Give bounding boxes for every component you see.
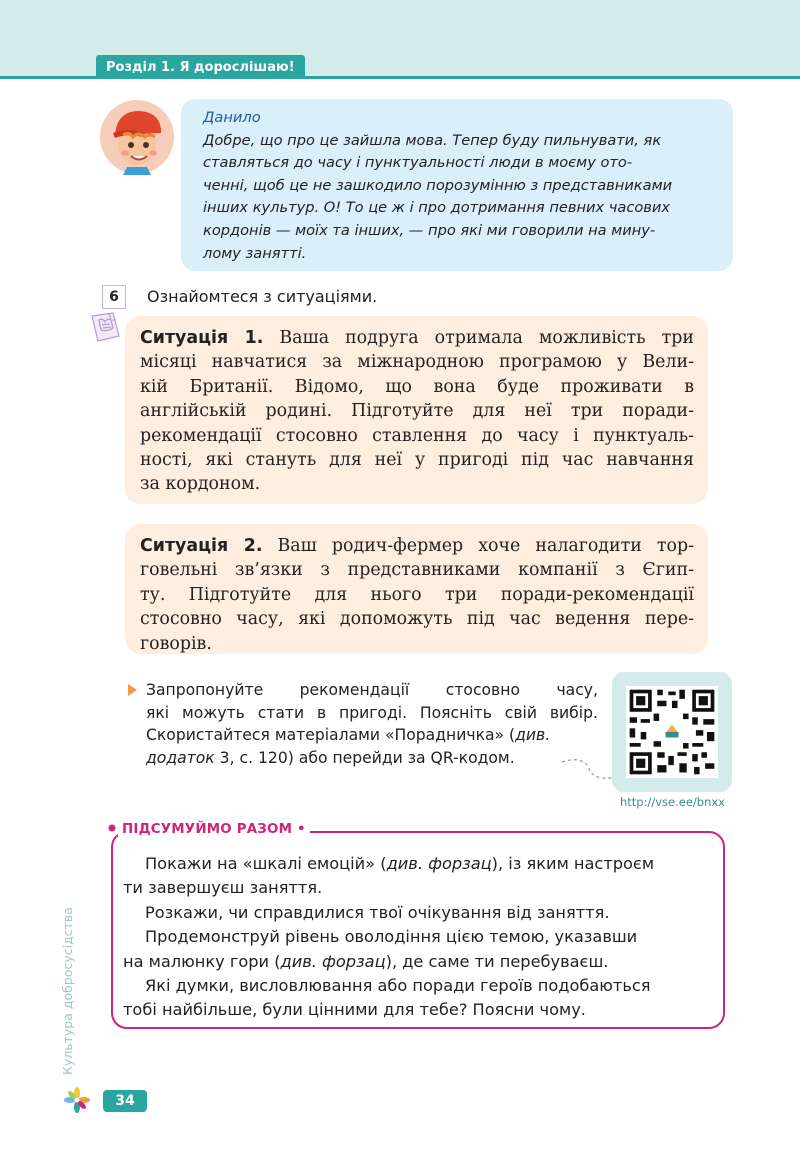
- situation-card-1: [125, 316, 708, 504]
- situation-line: рекомендації стосовно ставлення до часу і пунктуаль-: [140, 425, 694, 446]
- task-instruction: Ознайомтеся з ситуаціями.: [147, 287, 378, 306]
- summary-line: ти завершуєш заняття.: [123, 878, 323, 898]
- situation-label: Ситуація 1.: [140, 328, 264, 348]
- bullet-italic: додаток: [146, 748, 215, 767]
- summary-italic: див. форзац: [386, 854, 492, 873]
- summary-text: [123, 852, 713, 1023]
- summary-title-text: ПІДСУМУЙМО РАЗОМ: [122, 822, 293, 837]
- situation-line: стосовно часу, які допоможуть під час ведення пере-: [140, 609, 694, 630]
- summary-title: [118, 822, 310, 837]
- summary-line: Які думки, висловлювання або поради героїв подобаються: [145, 976, 651, 996]
- bullet-paragraph: [128, 679, 598, 769]
- boy-avatar-icon: [99, 99, 175, 175]
- situation-label: Ситуація 2.: [140, 536, 263, 556]
- speech-line: ставляться до часу і пунктуальності люди в моєму ото-: [203, 154, 633, 172]
- situation-line: місяці навчатися за міжнародною програмою у Вели-: [140, 352, 694, 373]
- situation-line: англійській родині. Підготуйте для неї три поради-: [140, 401, 694, 422]
- title-dot-icon: •: [292, 822, 306, 837]
- qr-url-link[interactable]: http://vse.ee/bnxx: [620, 795, 725, 809]
- speaker-name: Данило: [203, 109, 261, 126]
- situation-line: кій Британії. Відомо, що вона буде проживати в: [140, 376, 694, 397]
- situation-card-2: [125, 524, 708, 654]
- situation-line: ту. Підготуйте для нього три поради-рекомендації: [140, 584, 694, 605]
- speech-line: інших культур. О! То це ж і про дотримання певних часових: [203, 199, 671, 217]
- group-work-icon: [89, 312, 127, 348]
- page-number: 34: [103, 1090, 147, 1112]
- bullet-line: Запропонуйте рекомендації стосовно часу,: [146, 681, 598, 699]
- speech-bubble: [181, 99, 733, 271]
- dashed-arrow-icon: [560, 756, 620, 786]
- speech-line: лому занятті.: [203, 244, 307, 262]
- section-tab: Розділ 1. Я дорослішаю!: [96, 55, 305, 79]
- flower-icon: [64, 1087, 90, 1113]
- qr-code-icon[interactable]: [626, 686, 718, 778]
- summary-line: ), із яким настроєм: [491, 854, 655, 873]
- speech-line: кордонів — моїх та інших, — про які ми говорили на мину-: [203, 221, 656, 239]
- situation-line: говельні зв’язки з представниками компанії з Єгип-: [140, 560, 694, 581]
- summary-line: тобі найбільше, були цінними для тебе? Поясни чому.: [123, 1000, 586, 1020]
- summary-line: на малюнку гори (: [123, 951, 281, 971]
- summary-line: ), де саме ти перебуваєш.: [385, 951, 609, 971]
- vertical-section-title: Культура добросусідства: [60, 907, 75, 1075]
- task-number: 6: [102, 285, 126, 309]
- speech-line: Добре, що про це зайшла мова. Тепер буду пильнувати, як: [203, 131, 662, 149]
- bullet-line: 3, с. 120) або перейди за QR-кодом.: [214, 748, 515, 767]
- qr-card[interactable]: [612, 672, 732, 792]
- summary-line: Продемонструй рівень оволодіння цією темою, указавши: [145, 927, 638, 947]
- summary-line: Покажи на «шкалі емоцій» (: [145, 854, 387, 873]
- situation-line: ності, які стануть для неї у пригоді під час навчання: [140, 450, 694, 471]
- bullet-arrow-icon: [128, 684, 137, 696]
- summary-italic: див. форзац: [280, 951, 386, 971]
- bullet-line: Скористайтеся матеріалами «Порадничка» (: [146, 726, 516, 745]
- situation-line: Ваш родич-фермер хоче налагодити тор-: [277, 536, 694, 556]
- summary-line: Розкажи, чи справдилися твої очікування від заняття.: [145, 902, 610, 922]
- speech-line: ченні, щоб це не зашкодило порозумінню з представниками: [203, 176, 673, 194]
- situation-line: говорів.: [140, 633, 212, 654]
- bullet-line: які можуть стати в пригоді. Поясніть свій вибір.: [146, 703, 598, 722]
- bullet-dot-icon: [108, 824, 116, 832]
- bullet-italic: див.: [515, 726, 551, 745]
- situation-line: за кордоном.: [140, 474, 261, 495]
- situation-line: Ваша подруга отримала можливість три: [279, 328, 694, 348]
